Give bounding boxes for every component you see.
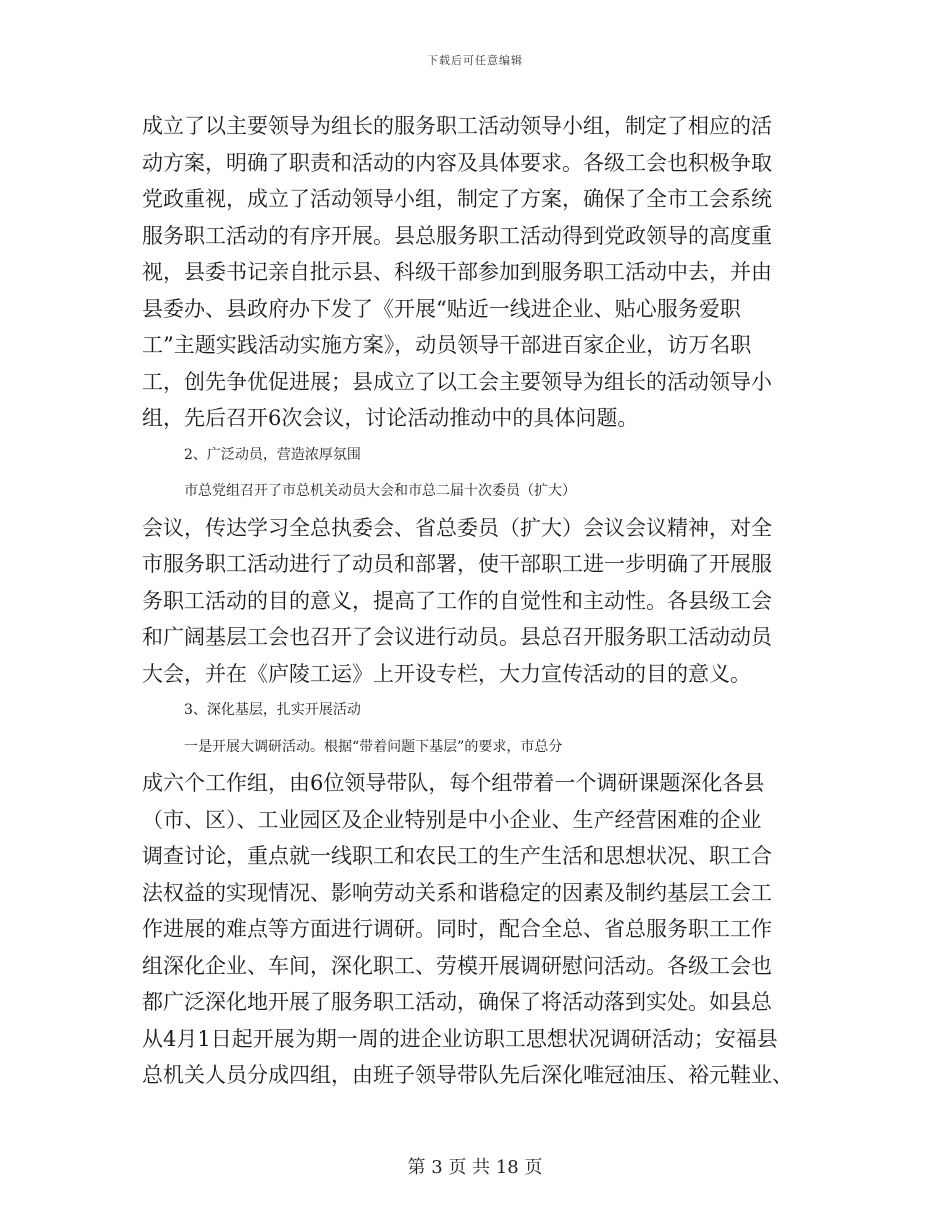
page-header: 下载后可任意编辑	[427, 54, 523, 67]
document-body	[142, 108, 812, 1094]
text-line: 调查讨论，重点就一线职工和农民工的生产生活和思想状况、职工合	[142, 844, 772, 868]
text-line: 视，县委书记亲自批示县、科级干部参加到服务职工活动中去，并由	[142, 260, 772, 284]
text-line: 工”主题实践活动实施方案》，动员领导干部进百家企业，访万名职	[142, 333, 752, 357]
text-line: 都广泛深化地开展了服务职工活动，确保了将活动落到实处。如县总	[142, 990, 772, 1014]
text-line: 动方案，明确了职责和活动的内容及具体要求。各级工会也积极争取	[142, 150, 772, 175]
text-line: 成立了以主要领导为组长的服务职工活动领导小组，制定了相应的活	[142, 114, 772, 138]
text-line: 服务职工活动的有序开展。县总服务职工活动得到党政领导的高度重	[142, 223, 772, 248]
text-line: 总机关人员分成四组，由班子领导带队先后深化唯冠油压、裕元鞋业、	[142, 1063, 793, 1087]
text-line: 工，创先争优促进展；县成立了以工会主要领导为组长的活动领导小	[142, 369, 772, 394]
text-line: 作进展的难点等方面进行调研。同时，配合全总、省总服务职工工作	[142, 917, 772, 941]
text-line: 成六个工作组，由6位领导带队，每个组带着一个调研课题深化各县	[142, 771, 765, 795]
paragraph-first-line: 2、广泛动员，营造浓厚氛围	[184, 446, 361, 463]
text-line: 法权益的实现情况、影响劳动关系和谐稳定的因素及制约基层工会工	[142, 880, 772, 905]
text-line: 大会，并在《庐陵工运》上开设专栏，大力宣传活动的目的意义。	[142, 661, 751, 686]
text-line: 县委办、县政府办下发了《开展“贴近一线进企业、贴心服务爱职	[142, 296, 741, 321]
paragraph-first-line: 市总党组召开了市总机关动员大会和市总二届十次委员（扩大）	[184, 483, 576, 499]
text-line: 党政重视，成立了活动领导小组，制定了方案，确保了全市工会系统	[142, 187, 772, 211]
text-line: （市、区）、工业园区及企业特别是中小企业、生产经营困难的企业	[142, 807, 762, 832]
paragraph-first-line: 3、深化基层，扎实开展活动	[184, 702, 361, 718]
text-line: 和广阔基层工会也召开了会议进行动员。县总召开服务职工活动动员	[142, 625, 772, 649]
text-line: 从4月1日起开展为期一周的进企业访职工思想状况调研活动；安福县	[142, 1026, 778, 1051]
text-line: 务职工活动的目的意义，提高了工作的自觉性和主动性。各县级工会	[142, 588, 772, 613]
text-line: 会议，传达学习全总执委会、省总委员（扩大）会议会议精神，对全	[142, 515, 772, 540]
paragraph-first-line: 一是开展大调研活动。根据“带着问题下基层”的要求，市总分	[184, 738, 563, 755]
text-line: 市服务职工活动进行了动员和部署，使干部职工进一步明确了开展服	[142, 552, 772, 576]
page-footer: 第 3 页 共 18 页	[407, 1157, 543, 1178]
text-line: 组深化企业、车间，深化职工、劳模开展调研慰问活动。各级工会也	[142, 953, 772, 978]
text-line: 组，先后召开6次会议，讨论活动推动中的具体问题。	[142, 406, 639, 430]
